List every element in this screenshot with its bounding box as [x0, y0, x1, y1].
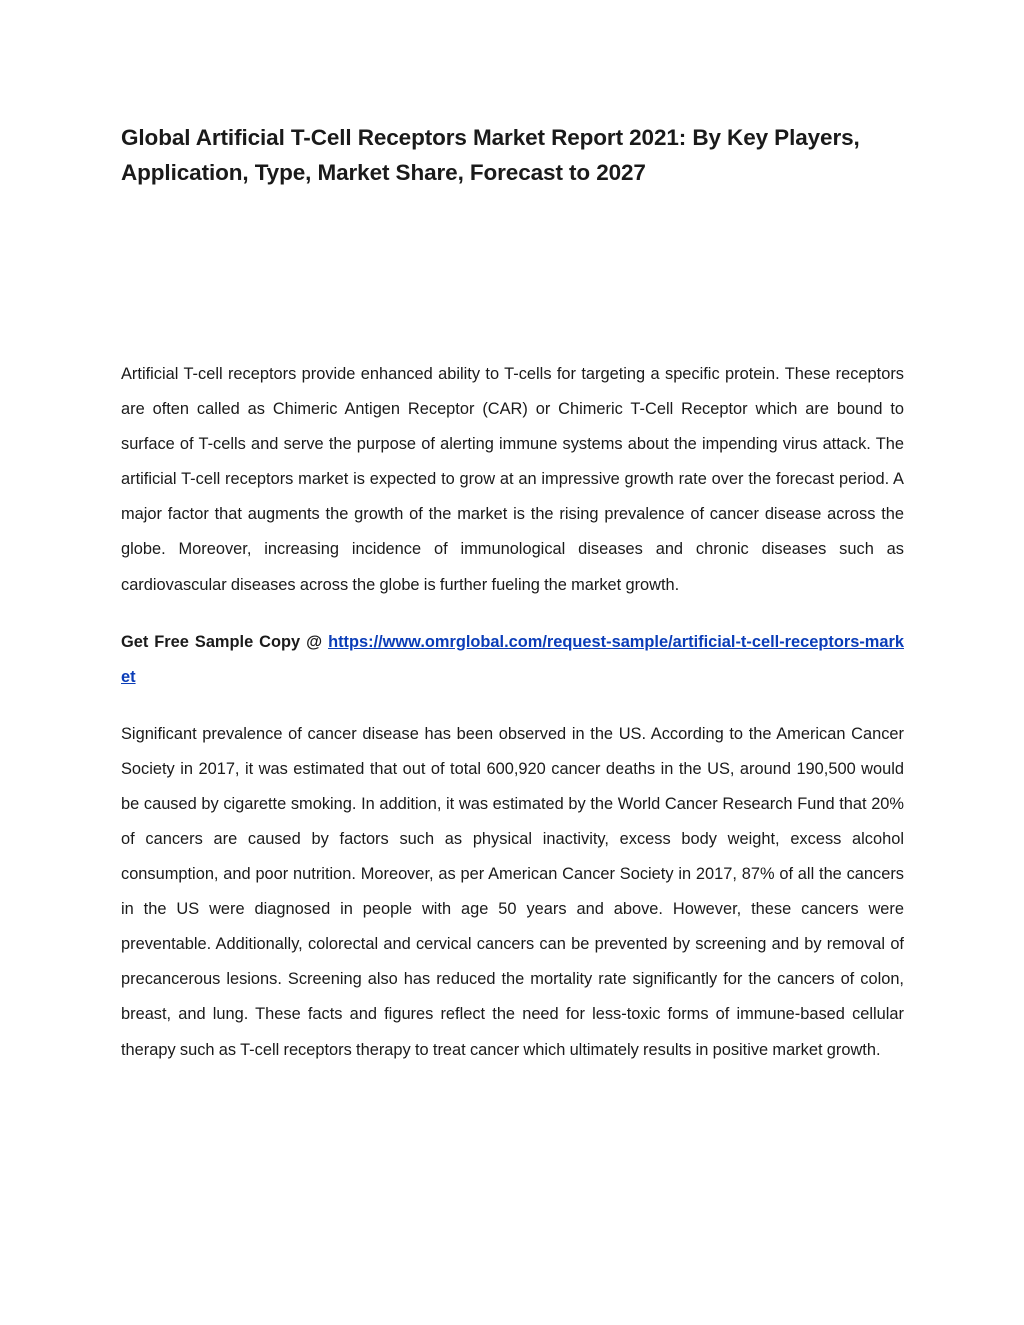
document-page — [121, 120, 904, 1068]
body-paragraph: Significant prevalence of cancer disease has been observed in the US. According to the American Cancer Society in 2017, it was estimated that out of total 600,920 cancer deaths in the US, around 190,500 would be caused by cigarette smoking. In addition, it was estimated by the World Cancer Research Fund that 20% of cancers are caused by factors such as physical inactivity, excess body weight, excess alcohol consumption, and poor nutrition. Moreover, as per American Cancer Society in 2017, 87% of all the cancers in the US were diagnosed in people with age 50 years and above. However, these cancers were preventable. Additionally, colorectal and cervical cancers can be prevented by screening and by removal of precancerous lesions. Screening also has reduced the mortality rate significantly for the cancers of colon, breast, and lung. These facts and figures reflect the need for less-toxic forms of immune-based cellular therapy such as T-cell receptors therapy to treat cancer which ultimately results in positive market growth. — [121, 724, 904, 1059]
document-title: Global Artificial T-Cell Receptors Market Report 2021: By Key Players, Application, Type, Market Share, Forecast to 2027 — [121, 125, 860, 185]
sample-copy-line — [121, 625, 904, 695]
sample-request-link[interactable]: https://www.omrglobal.com/request-sample/artificial-t-cell-receptors-market — [121, 632, 904, 686]
intro-paragraph: Artificial T-cell receptors provide enhanced ability to T-cells for targeting a specific protein. These receptors are often called as Chimeric Antigen Receptor (CAR) or Chimeric T-Cell Receptor which are bound to surface of T-cells and serve the purpose of alerting immune systems about the impending virus attack. The artificial T-cell receptors market is expected to grow at an impressive growth rate over the forecast period. A major factor that augments the growth of the market is the rising prevalence of cancer disease across the globe. Moreover, increasing incidence of immunological diseases and chronic diseases such as cardiovascular diseases across the globe is further fueling the market growth. — [121, 365, 904, 594]
sample-copy-label: Get Free Sample Copy @ — [121, 632, 329, 651]
